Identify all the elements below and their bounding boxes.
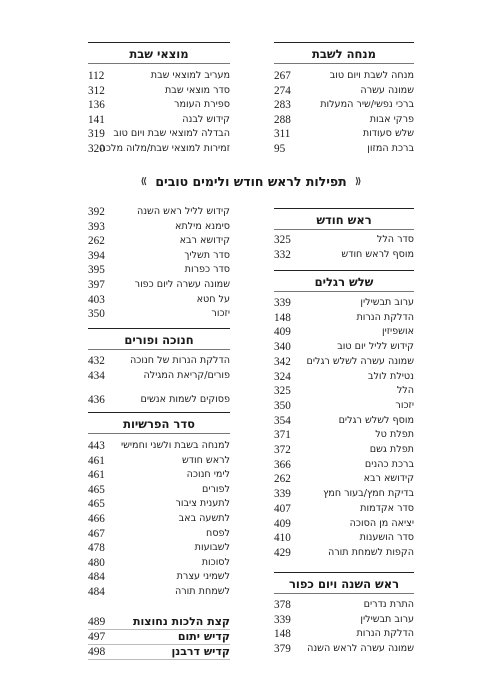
toc-entry [88,98,230,113]
toc-entry [274,546,414,561]
toc-entry-page: 325 [274,385,291,398]
toc-entry-page: 340 [274,341,291,354]
toc-entry [274,248,414,263]
toc-entry-page: 466 [88,513,105,525]
toc-entry [274,325,414,340]
toc-entry-page: 409 [274,326,291,339]
toc-entry-title: סדר אקדמות [360,502,414,514]
toc-entry [274,414,414,429]
toc-entry-page: 311 [274,128,291,141]
toc-entry-title: לימי חנוכה [186,469,230,481]
toc-entry [88,142,230,157]
toc-entry [88,249,230,264]
toc-entry-page: 283 [274,99,291,112]
toc-entry [88,629,230,645]
toc-entry-page: 497 [88,631,106,644]
toc-entry [88,527,230,542]
toc-entry-title: לתענית ציבור [175,498,230,510]
toc-entry [88,113,230,128]
toc-entry [274,98,414,113]
ornament-left-icon: ⟪ [140,176,147,187]
toc-entry-title: התרת נדרים [363,599,414,610]
toc-entry-page: 432 [88,355,105,367]
toc-entry-title: פרקי אבות [369,113,414,125]
toc-entry [88,439,230,454]
toc-entry [88,570,230,585]
toc-entry-page: 339 [274,613,291,626]
toc-entry [274,84,414,99]
toc-entry-page: 95 [274,143,286,155]
toc-entry-page: 112 [88,70,105,82]
toc-entry-title: תפלת גשם [369,444,414,455]
toc-entry [88,84,230,99]
toc-entry-page: 395 [88,264,105,277]
toc-entry-page: 480 [88,556,105,569]
toc-entry-title: בדיקת חמץ/בעור חמץ [323,488,414,500]
toc-entry [88,369,230,384]
toc-entry-title: ערוב תבשילין [360,613,414,625]
toc-entry-title: שמונה עשרה ליום כפור [134,279,230,290]
toc-entry [88,278,230,293]
section-title-rosh-chodesh: ראש חודש [274,208,414,230]
toc-entry [88,556,230,571]
toc-entry-page: 403 [88,293,105,306]
toc-entry-page: 148 [274,311,291,324]
toc-entry-title: סדר הלל [376,234,414,245]
toc-entry [274,642,414,657]
toc-entry-page: 465 [88,483,105,496]
toc-entry-title: הלל [396,385,414,397]
toc-entry [274,502,414,517]
toc-entry [274,399,414,414]
toc-entry-page: 378 [274,599,291,611]
toc-entry-title: מוסף לשלש רגלים [338,414,414,426]
toc-entry-page: 312 [88,84,105,97]
toc-entry-title: מעריב למוצאי שבת [150,70,230,81]
holidays-banner [88,170,414,192]
toc-entry-page: 461 [88,454,105,467]
toc-entry-page: 393 [88,220,105,233]
toc-entry [88,454,230,469]
toc-entry-title: שמונה עשרה לשלש רגלים [306,355,414,367]
toc-entry [274,428,414,443]
toc-entry-page: 478 [88,542,105,555]
toc-entry [88,307,230,322]
toc-entry-title: לפסח [206,527,230,539]
toc-entry-title: ברכי נפשי/שיר המעלות [320,99,414,111]
toc-entry [274,627,414,642]
toc-entry [274,113,414,128]
toc-entry-title: קידושא רבא [363,473,414,485]
toc-entry-title: שמונה עשרה לראש השנה [307,642,414,654]
toc-entry-title: לראש חודש [181,454,230,466]
toc-entry-title: לתשעה באב [178,513,230,524]
toc-entry-title: יציאה מן הסוכה [349,517,414,529]
section-title-motzei-shabbat: מוצאי שבת [88,42,230,64]
toc-entry-title: סדר כפרות [184,264,230,276]
toc-entry [274,69,414,84]
toc-entry-page: 392 [88,206,105,218]
toc-entry-title: יזכור [395,399,414,411]
toc-entry [88,263,230,278]
toc-entry [88,585,230,600]
toc-entry-page: 136 [88,99,105,112]
toc-entry-title: הבדלה למוצאי שבת ויום טוב [113,128,230,140]
toc-entry [88,497,230,512]
toc-entry-page: 332 [274,248,291,261]
toc-entry-page: 366 [274,458,291,471]
toc-entry-page: 320 [88,143,105,155]
toc-entry [88,354,230,369]
toc-entry-title: זמירות למוצאי שבת/מלוה מלכה [99,143,230,154]
toc-entry-page: 141 [88,113,105,126]
toc-entry-title: פסוקים לשמות אנשים [140,394,230,405]
toc-entry-title: לשבועות [194,542,230,554]
toc-entry [88,69,230,84]
toc-entry [88,468,230,483]
toc-entry-page: 274 [274,84,291,97]
toc-entry-page: 489 [88,616,106,628]
toc-entry-title: ערוב תבשילין [360,297,414,308]
toc-entry-title: יזכור [211,308,230,320]
toc-entry-title: קדיש יתום [177,630,230,644]
toc-entry [88,541,230,556]
toc-entry [274,311,414,326]
toc-entry-page: 148 [274,628,291,641]
ornament-right-icon: ⟫ [355,176,362,187]
toc-entry [274,531,414,546]
toc-entry-page: 397 [88,279,105,291]
toc-entry-page: 484 [88,571,105,584]
toc-entry [88,512,230,527]
toc-entry [88,205,230,220]
toc-entry-title: סדר הושענות [359,532,414,544]
toc-entry-page: 394 [88,249,105,262]
toc-entry-page: 339 [274,488,291,501]
section-title-parshiyot: סדר הפרשיות [88,412,230,434]
section-title-chanuka-purim: חנוכה ופורים [88,328,230,350]
toc-entry-page: 342 [274,355,291,368]
toc-entry-title: קדיש דרבנן [171,645,230,659]
toc-entry-title: סדר מוצאי שבת [164,84,230,96]
toc-entry-title: לשמחת תורה [175,586,230,597]
toc-entry [274,613,414,628]
section-title-mincha: מנחה לשבת [274,42,414,64]
toc-entry-page: 262 [274,473,291,486]
toc-entry-title: מנחה לשבת ויום טוב [329,70,414,81]
toc-entry [88,614,230,630]
toc-entry-title: ברכת כהנים [364,458,414,470]
toc-entry-page: 484 [88,586,105,598]
toc-entry [274,598,414,613]
toc-entry-title: קידושא רבא [179,235,230,247]
toc-entry-page: 371 [274,429,291,442]
toc-entry [274,127,414,142]
toc-entry-title: למנחה בשבת ולשני וחמישי [120,440,230,451]
toc-entry [88,127,230,142]
toc-entry-title: הקפות לשמחת תורה [327,546,414,558]
toc-entry [88,393,230,408]
toc-entry-title: לשמיני עצרת [176,571,230,583]
toc-entry-title: קידוש לבנה [182,113,230,125]
toc-entry [274,355,414,370]
toc-entry [88,644,230,660]
toc-entry-page: 288 [274,113,291,126]
toc-entry [274,370,414,385]
toc-entry-page: 443 [88,440,105,452]
toc-entry [274,472,414,487]
toc-entry [274,517,414,532]
toc-entry-page: 354 [274,414,291,427]
toc-entry-page: 465 [88,498,105,511]
toc-entry [274,384,414,399]
toc-entry-title: הדלקת הנרות [356,311,414,323]
toc-entry [274,142,414,157]
toc-entry-title: על חטא [196,293,230,305]
toc-entry [274,233,414,248]
toc-entry-title: הדלקת הנרות [356,628,414,640]
toc-entry [274,296,414,311]
toc-entry-page: 498 [88,646,106,659]
toc-entry-title: תפלת טל [375,429,414,441]
toc-entry-title: סדר תשליך [184,249,230,261]
toc-entry-page: 372 [274,444,291,456]
toc-entry-page: 410 [274,532,291,545]
toc-entry-title: נטילת לולב [367,370,414,382]
toc-entry [88,234,230,249]
toc-entry-page: 461 [88,469,105,482]
toc-entry [88,483,230,498]
toc-entry [88,293,230,308]
toc-entry-title: סימנא מילתא [174,220,230,232]
toc-entry-title: שלש סעודות [362,128,414,140]
toc-entry-page: 409 [274,517,291,530]
toc-entry-page: 325 [274,234,291,246]
section-title-rosh-hashana: ראש השנה ויום כפור [274,572,414,594]
toc-entry-page: 319 [88,128,105,141]
toc-entry-title: מוסף לראש חודש [341,248,414,260]
toc-entry [274,458,414,473]
toc-entry-title: שמונה עשרה [360,84,414,96]
section-title-shalosh-regalim: שלש רגלים [274,270,414,292]
holidays-banner-title: תפילות לראש חודש ולימים טובים [155,173,347,189]
toc-entry-title: פורים/קריאת המגילה [143,369,230,381]
toc-entry-title: ברכת המזון [367,143,414,154]
toc-entry-page: 436 [88,394,105,406]
toc-entry-page: 324 [274,370,291,383]
toc-entry [274,340,414,355]
toc-entry-title: לסוכות [201,556,230,568]
toc-entry-title: קידוש לליל יום טוב [337,341,414,353]
toc-entry [88,220,230,235]
toc-entry-page: 467 [88,527,105,540]
toc-entry-page: 267 [274,70,291,82]
toc-entry-page: 350 [88,308,105,321]
toc-entry-title: קצת הלכות נחוצות [133,615,230,628]
toc-entry-page: 339 [274,297,291,309]
toc-entry-page: 407 [274,502,291,515]
toc-entry-title: ספירת העומר [174,99,230,111]
toc-entry-title: לפורים [202,483,230,495]
toc-entry-page: 379 [274,642,291,655]
toc-entry-title: קידוש לליל ראש השנה [136,206,230,217]
toc-entry [274,443,414,458]
toc-entry-page: 434 [88,369,105,382]
toc-entry-title: אושפיזין [381,326,414,338]
toc-entry-page: 350 [274,399,291,412]
toc-entry [274,487,414,502]
toc-entry-title: הדלקת הנרות של חנוכה [130,355,230,366]
toc-entry-page: 429 [274,546,291,559]
toc-entry-page: 262 [88,235,105,248]
